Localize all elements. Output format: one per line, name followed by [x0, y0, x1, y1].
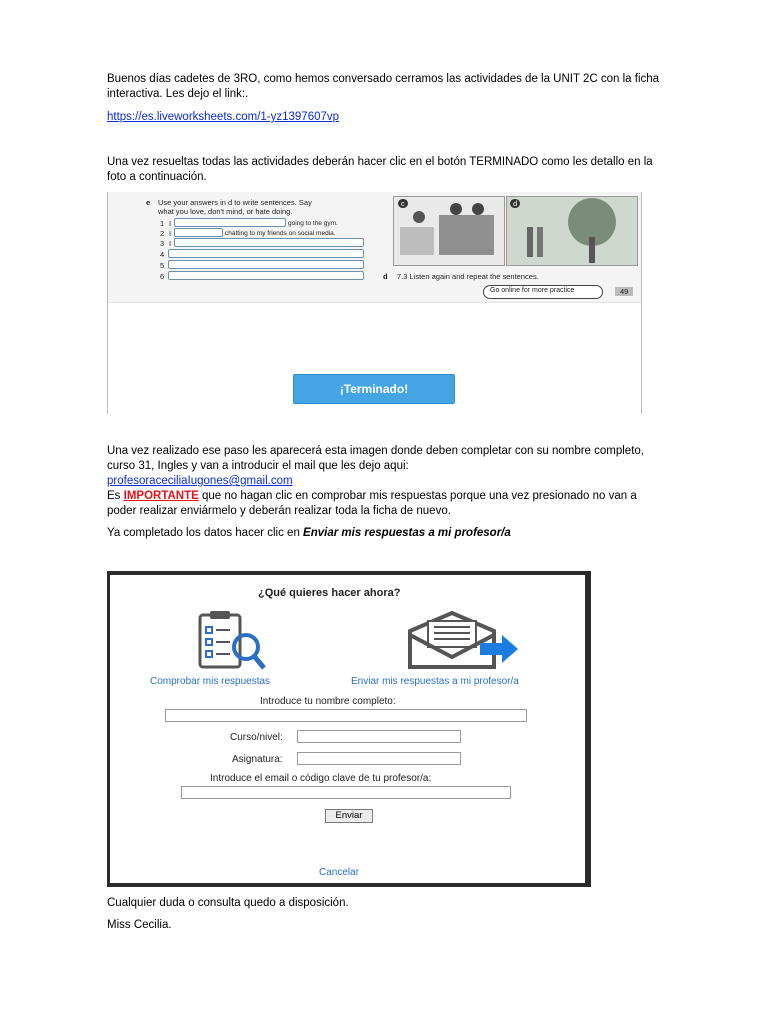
enviar-button[interactable]: Enviar: [325, 809, 373, 823]
answer-line: [168, 271, 364, 280]
line-number: 6: [160, 272, 165, 281]
course-input[interactable]: [297, 730, 461, 743]
instruction-send-emphasis: Enviar mis respuestas a mi profesor/a: [303, 527, 511, 539]
illustration-d: [506, 196, 638, 266]
line-number: 4: [160, 250, 165, 259]
worksheet-screenshot: [107, 192, 642, 414]
listen-letter: d: [383, 272, 388, 281]
answer-line: [168, 260, 364, 269]
closing-line: Cualquier duda o consulta quedo a disposición.: [107, 897, 349, 909]
send-to-teacher-link[interactable]: Enviar mis respuestas a mi profesor/a: [351, 676, 519, 687]
worksheet-link[interactable]: https://es.liveworksheets.com/1-yz1397607vp: [107, 111, 340, 123]
es-word: Es: [107, 490, 121, 502]
checklist-magnifier-icon[interactable]: [196, 611, 270, 671]
line-suffix: going to the gym.: [288, 220, 338, 227]
teacher-email-label: Introduce el email o código clave de tu profesor/a:: [210, 773, 432, 784]
line-pronoun: I: [169, 219, 172, 228]
send-dialog: [110, 575, 585, 883]
go-online-text: Go online for more practice: [490, 287, 575, 294]
full-name-input[interactable]: [165, 709, 527, 722]
instruction-send-prefix: Ya completado los datos hacer clic en: [107, 527, 300, 539]
answer-line: [174, 218, 286, 227]
importante-label: IMPORTANTE: [123, 490, 199, 502]
envelope-send-icon[interactable]: [406, 611, 522, 671]
exercise-instruction-line2: what you love, don't mind, or hate doing.: [158, 207, 293, 216]
instruction-form: [107, 444, 667, 519]
line-number: 2: [160, 229, 165, 238]
line-suffix: chatting to my friends on social media.: [225, 230, 336, 237]
instruction-send: [107, 526, 667, 541]
course-label: Curso/nivel:: [230, 732, 283, 743]
instruction-form-text: Una vez realizado ese paso les aparecerá esta imagen donde deben completar con su nombre completo, curso 31, Ingles y van a introducir el mail que les dejo aqui:: [107, 445, 644, 472]
warning-text: que no hagan clic en comprobar mis respuestas porque una vez presionado no van a poder realizar enviármelo y deberán realizar toda la ficha de nuevo.: [107, 490, 637, 517]
subject-input[interactable]: [297, 752, 461, 765]
cancel-link[interactable]: Cancelar: [319, 867, 360, 878]
teacher-email-link[interactable]: profesoraceciliaIugones@gmail.com: [107, 475, 293, 487]
terminado-button[interactable]: ¡Terminado!: [293, 374, 455, 404]
line-number: 5: [160, 261, 165, 270]
exercise-instruction-line1: Use your answers in d to write sentences. Say: [158, 198, 312, 207]
answer-line: [174, 228, 223, 237]
park-scene-icon: [507, 197, 637, 265]
line-pronoun: I: [169, 229, 172, 238]
send-dialog-screenshot: [107, 571, 591, 887]
people-sitting-icon: [394, 197, 504, 265]
check-answers-link[interactable]: Comprobar mis respuestas: [150, 676, 271, 687]
line-pronoun: I: [169, 239, 172, 248]
answer-line: [174, 238, 364, 247]
signature: Miss Cecilia.: [107, 919, 172, 931]
subject-label: Asignatura:: [232, 754, 283, 765]
instruction-terminado: Una vez resueltas todas las actividades deberán hacer clic en el botón TERMINADO como les detallo en la foto a continuación.: [107, 156, 653, 183]
dialog-title: ¿Qué quieres hacer ahora?: [258, 587, 401, 599]
line-number: 1: [160, 219, 165, 228]
page-number: 49: [615, 287, 633, 296]
intro-paragraph: Buenos días cadetes de 3RO, como hemos conversado cerramos las actividades de la UNIT 2C con la ficha interactiva. Les dejo el link:.: [107, 73, 660, 100]
go-online-badge: [483, 285, 603, 299]
listen-instruction: 7.3 Listen again and repeat the sentences.: [397, 272, 539, 281]
name-label: Introduce tu nombre completo:: [260, 696, 396, 707]
line-number: 3: [160, 239, 165, 248]
exercise-letter: e: [146, 198, 151, 207]
pic-c-label: c: [398, 199, 408, 208]
teacher-email-input[interactable]: [181, 786, 511, 799]
textbook-page: [108, 192, 641, 303]
answer-line: [168, 249, 364, 258]
pic-d-label: d: [510, 199, 520, 208]
illustration-c: [393, 196, 505, 266]
